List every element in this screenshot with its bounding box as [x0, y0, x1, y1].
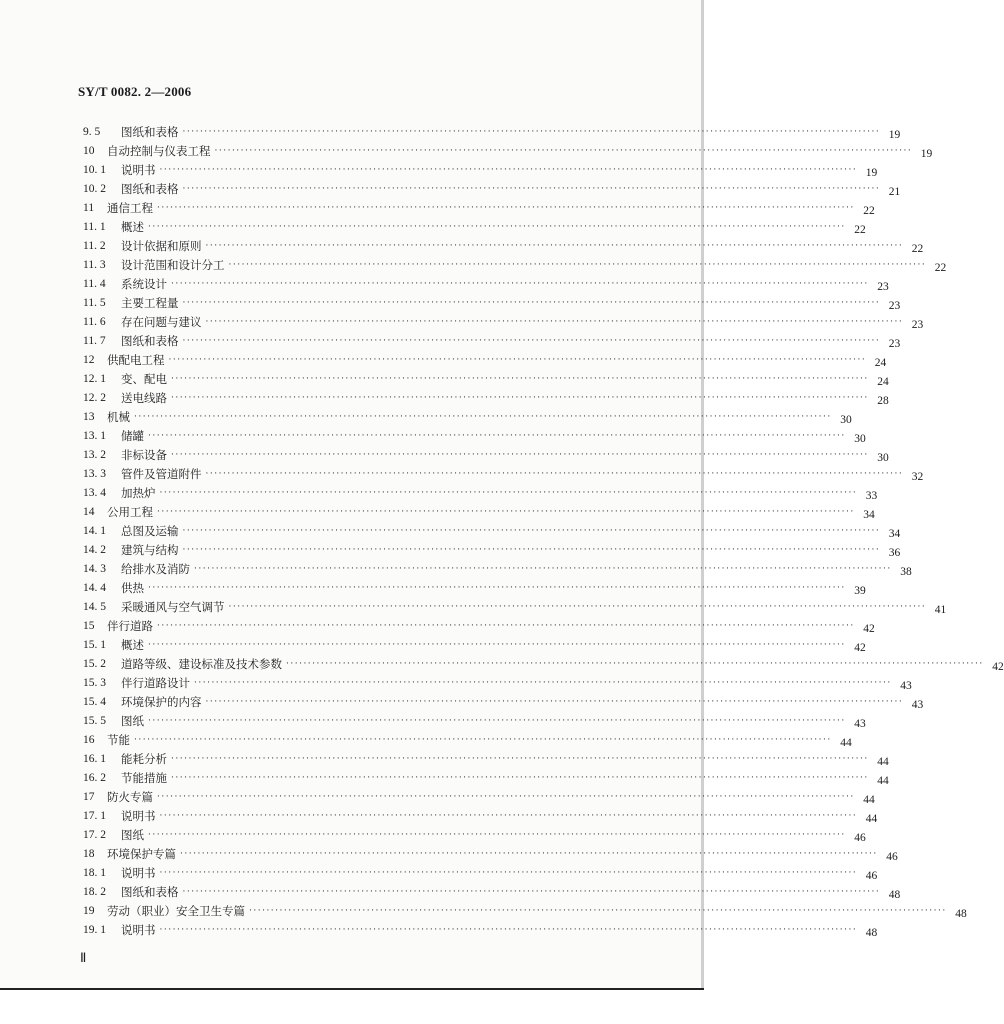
toc-section-number: 14. 4	[83, 582, 106, 594]
toc-section-title: 图纸和表格	[121, 182, 179, 196]
toc-section-number: 18	[83, 848, 95, 860]
toc-page-number: 43	[854, 718, 866, 730]
toc-section-number: 18. 2	[83, 886, 106, 898]
toc-page-number: 39	[854, 585, 866, 597]
toc-page-number: 22	[863, 205, 875, 217]
toc-section-number: 10	[83, 145, 95, 157]
toc-section-number: 15. 5	[83, 715, 106, 727]
toc-entry[interactable]	[83, 766, 889, 787]
toc-entry[interactable]	[83, 120, 901, 141]
toc-section-number: 11. 3	[83, 259, 106, 271]
toc-entry[interactable]	[83, 804, 878, 825]
toc-page-number: 28	[877, 395, 889, 407]
toc-section-number: 17. 1	[83, 810, 106, 822]
toc-section-title: 能耗分析	[121, 752, 167, 766]
toc-section-number: 19. 1	[83, 924, 106, 936]
toc-entry[interactable]	[83, 272, 889, 293]
toc-section-title: 图纸和表格	[121, 125, 179, 139]
toc-entry[interactable]	[83, 177, 901, 198]
toc-leader-dots: ································································································································································	[171, 279, 869, 289]
toc-entry[interactable]	[83, 139, 933, 160]
toc-section-number: 10. 1	[83, 164, 106, 176]
toc-page-number: 32	[911, 471, 924, 483]
toc-entry[interactable]	[83, 462, 924, 483]
toc-section-title: 管件及管道附件	[121, 467, 202, 481]
toc-leader-dots: ································································································································································	[182, 545, 881, 555]
toc-leader-dots: ································································································································································	[168, 355, 867, 365]
toc-leader-dots: ································································································································································	[171, 393, 869, 403]
toc-section-title: 变、配电	[121, 372, 167, 386]
toc-entry[interactable]	[83, 500, 875, 521]
toc-leader-dots: ································································································································································	[134, 412, 832, 422]
toc-section-title: 加热炉	[121, 486, 156, 500]
toc-leader-dots: ································································································································································	[148, 431, 846, 441]
toc-entry[interactable]	[83, 861, 878, 882]
toc-entry[interactable]	[83, 842, 898, 863]
toc-section-number: 14. 5	[83, 601, 106, 613]
toc-page-number: 42	[863, 623, 875, 635]
toc-section-title: 建筑与结构	[121, 543, 179, 557]
toc-section-number: 11. 4	[83, 278, 106, 290]
toc-entry[interactable]	[83, 310, 924, 331]
toc-leader-dots: ································································································································································	[182, 887, 881, 897]
toc-entry[interactable]	[83, 728, 852, 749]
toc-section-title: 图纸	[121, 828, 144, 842]
toc-leader-dots: ································································································································································	[228, 602, 927, 612]
toc-page-number: 46	[865, 870, 878, 882]
toc-section-title: 概述	[121, 638, 144, 652]
toc-leader-dots: ································································································································································	[134, 735, 832, 745]
toc-entry[interactable]	[83, 538, 901, 559]
toc-section-number: 11. 2	[83, 240, 106, 252]
toc-leader-dots: ································································································································································	[249, 906, 947, 916]
toc-leader-dots: ································································································································································	[214, 146, 913, 156]
toc-section-title: 通信工程	[107, 201, 153, 215]
toc-section-number: 12	[83, 354, 95, 366]
toc-section-number: 19	[83, 905, 95, 917]
toc-section-number: 13. 4	[83, 487, 106, 499]
toc-section-number: 13. 2	[83, 449, 106, 461]
toc-page-number: 22	[911, 243, 924, 255]
toc-page-number: 38	[900, 566, 912, 578]
toc-entry[interactable]	[83, 196, 875, 217]
toc-page-number: 19	[888, 129, 901, 141]
toc-leader-dots: ································································································································································	[286, 659, 984, 669]
toc-leader-dots: ································································································································································	[182, 184, 881, 194]
toc-leader-dots: ································································································································································	[148, 716, 846, 726]
toc-entry[interactable]	[83, 367, 889, 388]
toc-leader-dots: ································································································································································	[157, 792, 855, 802]
toc-section-title: 储罐	[121, 429, 144, 443]
toc-entry[interactable]	[83, 709, 866, 730]
toc-section-number: 10. 2	[83, 183, 106, 195]
toc-section-number: 17. 2	[83, 829, 106, 841]
toc-section-title: 设计范围和设计分工	[121, 258, 225, 272]
toc-entry[interactable]	[83, 633, 866, 654]
toc-section-number: 16. 2	[83, 772, 106, 784]
toc-leader-dots: ································································································································································	[205, 469, 904, 479]
toc-leader-dots: ································································································································································	[157, 203, 855, 213]
toc-entry[interactable]	[83, 918, 878, 939]
toc-section-title: 环境保护的内容	[121, 695, 202, 709]
toc-section-number: 15. 1	[83, 639, 106, 651]
toc-page-number: 19	[920, 148, 933, 160]
toc-entry[interactable]	[83, 557, 912, 578]
toc-page-number: 30	[854, 433, 866, 445]
toc-section-number: 15	[83, 620, 95, 632]
toc-page-number: 23	[888, 338, 901, 350]
toc-leader-dots: ································································································································································	[159, 925, 858, 935]
toc-section-title: 概述	[121, 220, 144, 234]
toc-entry[interactable]	[83, 880, 901, 901]
toc-leader-dots: ································································································································································	[148, 640, 846, 650]
toc-section-title: 伴行道路设计	[121, 676, 190, 690]
toc-page-number: 30	[840, 414, 852, 426]
toc-page-number: 24	[874, 357, 887, 369]
toc-page-number: 34	[888, 528, 901, 540]
toc-entry[interactable]	[83, 215, 866, 236]
toc-section-title: 说明书	[121, 923, 156, 937]
toc-entry[interactable]	[83, 291, 901, 312]
toc-leader-dots: ································································································································································	[157, 621, 855, 631]
toc-page-number: 36	[888, 547, 901, 559]
toc-leader-dots: ································································································································································	[159, 868, 858, 878]
toc-section-number: 11. 1	[83, 221, 106, 233]
toc-entry[interactable]	[83, 253, 947, 274]
toc-section-title: 供热	[121, 581, 144, 595]
toc-entry[interactable]	[83, 785, 875, 806]
toc-leader-dots: ································································································································································	[159, 488, 858, 498]
toc-leader-dots: ································································································································································	[182, 298, 881, 308]
toc-section-number: 11. 7	[83, 335, 106, 347]
toc-entry[interactable]	[83, 481, 878, 502]
toc-page-number: 44	[877, 775, 889, 787]
toc-section-number: 9. 5	[83, 126, 101, 138]
toc-entry[interactable]	[83, 747, 889, 768]
toc-section-title: 机械	[107, 410, 130, 424]
toc-leader-dots: ································································································································································	[148, 583, 846, 593]
toc-leader-dots: ································································································································································	[159, 811, 858, 821]
toc-section-title: 非标设备	[121, 448, 167, 462]
toc-leader-dots: ································································································································································	[171, 754, 869, 764]
toc-page-number: 44	[863, 794, 875, 806]
toc-section-number: 18. 1	[83, 867, 106, 879]
toc-section-number: 13. 3	[83, 468, 106, 480]
toc-section-title: 节能	[107, 733, 130, 747]
toc-section-number: 17	[83, 791, 95, 803]
toc-leader-dots: ································································································································································	[194, 678, 892, 688]
toc-section-title: 供配电工程	[107, 353, 165, 367]
toc-leader-dots: ································································································································································	[171, 450, 869, 460]
toc-section-title: 公用工程	[107, 505, 153, 519]
toc-section-title: 主要工程量	[121, 296, 179, 310]
page-number: Ⅱ	[80, 950, 87, 965]
toc-section-number: 15. 2	[83, 658, 106, 670]
toc-section-title: 系统设计	[121, 277, 167, 291]
toc-page-number: 48	[955, 908, 967, 920]
toc-leader-dots: ································································································································································	[205, 241, 904, 251]
toc-entry[interactable]	[83, 614, 875, 635]
toc-section-number: 14. 1	[83, 525, 106, 537]
toc-page-number: 42	[854, 642, 866, 654]
toc-leader-dots: ································································································································································	[159, 165, 858, 175]
toc-section-title: 自动控制与仪表工程	[107, 144, 211, 158]
toc-section-number: 16	[83, 734, 95, 746]
toc-section-number: 11	[83, 202, 95, 214]
toc-page-number: 48	[865, 927, 878, 939]
toc-section-number: 12. 1	[83, 373, 106, 385]
toc-entry[interactable]	[83, 405, 852, 426]
toc-leader-dots: ································································································································································	[171, 773, 869, 783]
toc-page-number: 44	[865, 813, 878, 825]
toc-entry[interactable]	[83, 690, 924, 711]
scan-bottom-margin	[0, 988, 704, 1024]
toc-section-number: 14	[83, 506, 95, 518]
toc-section-number: 16. 1	[83, 753, 106, 765]
toc-entry[interactable]	[83, 652, 1004, 673]
toc-page-number: 23	[911, 319, 924, 331]
toc-page-number: 34	[863, 509, 875, 521]
toc-leader-dots: ································································································································································	[182, 526, 881, 536]
toc-page-number: 33	[865, 490, 878, 502]
toc-entry[interactable]	[83, 519, 901, 540]
toc-entry[interactable]	[83, 576, 866, 597]
toc-section-title: 采暖通风与空气调节	[121, 600, 225, 614]
toc-section-title: 伴行道路	[107, 619, 153, 633]
toc-leader-dots: ································································································································································	[182, 336, 881, 346]
toc-section-title: 节能措施	[121, 771, 167, 785]
toc-entry[interactable]	[83, 899, 967, 920]
toc-section-number: 15. 4	[83, 696, 106, 708]
toc-page-number: 43	[911, 699, 924, 711]
toc-entry[interactable]	[83, 424, 866, 445]
toc-leader-dots: ································································································································································	[157, 507, 855, 517]
toc-page-number: 19	[865, 167, 878, 179]
toc-section-title: 说明书	[121, 809, 156, 823]
toc-leader-dots: ································································································································································	[205, 317, 904, 327]
toc-section-title: 劳动（职业）安全卫生专篇	[107, 904, 245, 918]
toc-page-number: 48	[888, 889, 901, 901]
toc-section-title: 设计依据和原则	[121, 239, 202, 253]
toc-entry[interactable]	[83, 158, 878, 179]
toc-section-number: 13. 1	[83, 430, 106, 442]
toc-page-number: 43	[900, 680, 912, 692]
toc-section-title: 送电线路	[121, 391, 167, 405]
toc-section-number: 11. 6	[83, 316, 106, 328]
toc-section-number: 12. 2	[83, 392, 106, 404]
toc-page-number: 44	[840, 737, 852, 749]
toc-leader-dots: ································································································································································	[182, 127, 881, 137]
toc-section-title: 图纸和表格	[121, 885, 179, 899]
toc-section-number: 11. 5	[83, 297, 106, 309]
toc-page-number: 22	[934, 262, 947, 274]
toc-section-number: 14. 2	[83, 544, 106, 556]
toc-page-number: 30	[877, 452, 889, 464]
toc-page-number: 42	[992, 661, 1004, 673]
table-of-contents	[83, 120, 1004, 939]
toc-page-number: 44	[877, 756, 889, 768]
toc-section-title: 道路等级、建设标准及技术参数	[121, 657, 282, 671]
toc-entry[interactable]	[83, 329, 901, 350]
toc-page-number: 24	[877, 376, 889, 388]
toc-page-number: 41	[934, 604, 947, 616]
toc-section-title: 图纸	[121, 714, 144, 728]
toc-section-number: 13	[83, 411, 95, 423]
toc-page-number: 22	[854, 224, 866, 236]
toc-leader-dots: ································································································································································	[194, 564, 892, 574]
toc-entry[interactable]	[83, 386, 889, 407]
toc-leader-dots: ································································································································································	[180, 849, 878, 859]
toc-entry[interactable]	[83, 595, 947, 616]
toc-section-title: 环境保护专篇	[107, 847, 176, 861]
toc-section-number: 14. 3	[83, 563, 106, 575]
toc-page-number: 23	[888, 300, 901, 312]
toc-section-title: 给排水及消防	[121, 562, 190, 576]
toc-section-title: 说明书	[121, 163, 156, 177]
toc-section-title: 说明书	[121, 866, 156, 880]
toc-page-number: 21	[888, 186, 901, 198]
toc-leader-dots: ································································································································································	[205, 697, 904, 707]
toc-section-title: 总图及运输	[121, 524, 179, 538]
toc-entry[interactable]	[83, 823, 866, 844]
toc-section-number: 15. 3	[83, 677, 106, 689]
standard-code-header: SY/T 0082. 2—2006	[78, 84, 192, 99]
toc-entry[interactable]	[83, 234, 924, 255]
toc-entry[interactable]	[83, 443, 889, 464]
toc-entry[interactable]	[83, 348, 887, 369]
toc-page-number: 23	[877, 281, 889, 293]
toc-leader-dots: ································································································································································	[228, 260, 927, 270]
toc-leader-dots: ································································································································································	[148, 830, 846, 840]
toc-page-number: 46	[886, 851, 898, 863]
toc-entry[interactable]	[83, 671, 912, 692]
toc-leader-dots: ································································································································································	[171, 374, 869, 384]
toc-section-title: 图纸和表格	[121, 334, 179, 348]
toc-section-title: 存在问题与建议	[121, 315, 202, 329]
toc-leader-dots: ································································································································································	[148, 222, 846, 232]
toc-page-number: 46	[854, 832, 866, 844]
toc-section-title: 防火专篇	[107, 790, 153, 804]
